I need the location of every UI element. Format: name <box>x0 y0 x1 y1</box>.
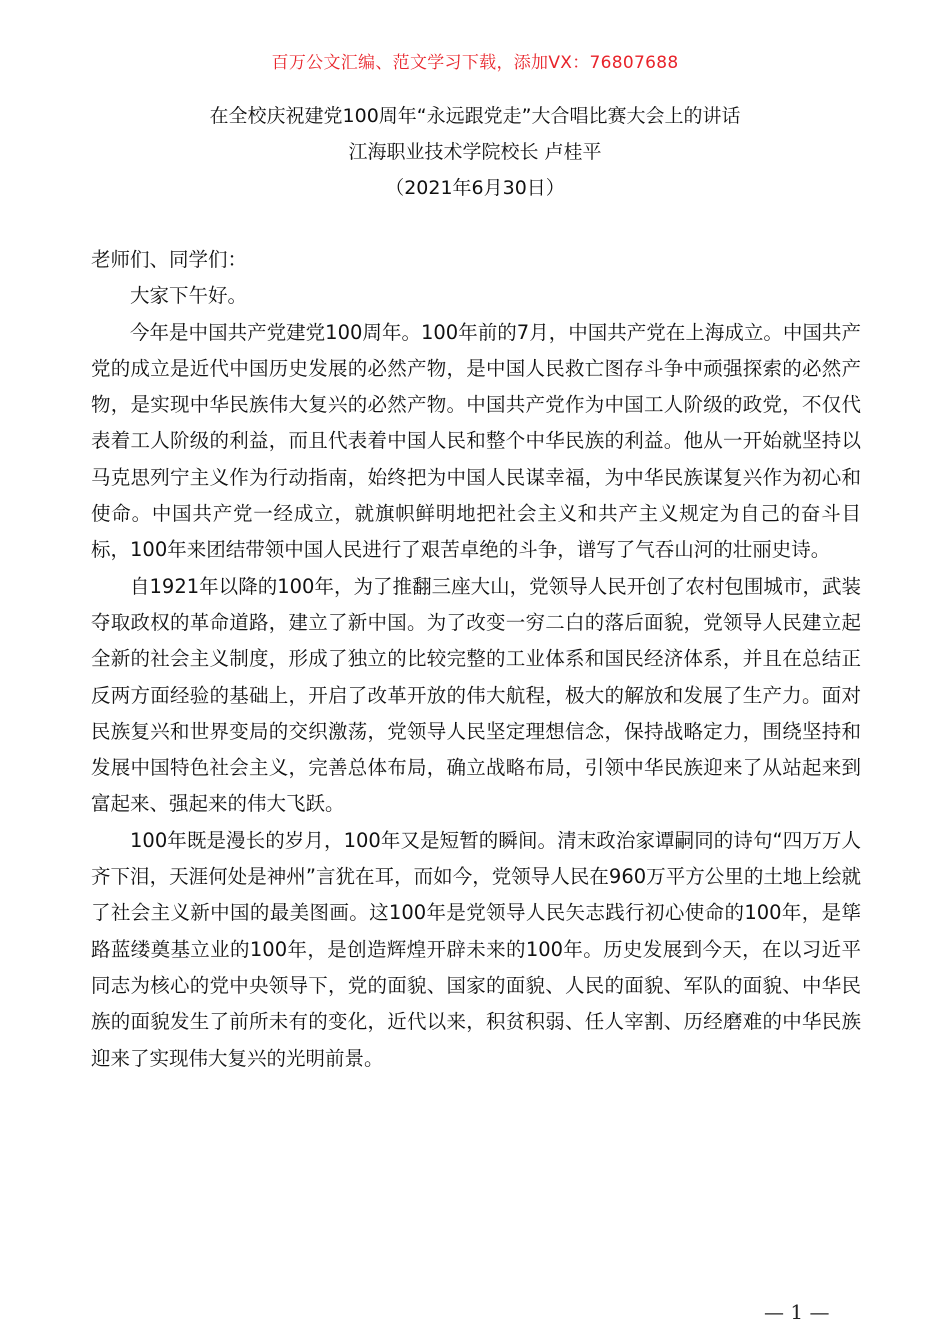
title-block <box>0 98 950 206</box>
document-title: 在全校庆祝建党100周年“永远跟党走”大合唱比赛大会上的讲话 <box>209 105 741 127</box>
paragraph: 今年是中国共产党建党100周年。100年前的7月，中国共产党在上海成立。中国共产党的成立是近代中国历史发展的必然产物，是中国人民救亡图存斗争中顽强探索的必然产物，是实现中华民族伟大复兴的必然产物。中国共产党作为中国工人阶级的政党，不仅代表着工人阶级的利益，而且代表着中国人民和整个中华民族的利益。他从一开始就坚持以马克思列宁主义作为行动指南，始终把为中国人民谋幸福，为中华民族谋复兴作为初心和使命。中国共产党一经成立，就旗帜鲜明地把社会主义和共产主义规定为自己的奋斗目标，100年来团结带领中国人民进行了艰苦卓绝的斗争，谱写了气吞山河的壮丽史诗。 <box>91 320 861 562</box>
paragraph: 100年既是漫长的岁月，100年又是短暂的瞬间。清末政治家谭嗣同的诗句“四万万人齐下泪，天涯何处是神州”言犹在耳，而如今，党领导人民在960万平方公里的土地上绘就了社会主义新中国的最美图画。这100年是党领导人民矢志践行初心使命的100年，是筚路蓝缕奠基立业的100年，是创造辉煌开辟未来的100年。历史发展到今天，在以习近平同志为核心的党中央领导下，党的面貌、国家的面貌、人民的面貌、军队的面貌、中华民族的面貌发生了前所未有的变化，近代以来，积贫积弱、任人宰割、历经磨难的中华民族迎来了实现伟大复兴的光明前景。 <box>91 828 861 1070</box>
paragraph: 自1921年以降的100年，为了推翻三座大山，党领导人民开创了农村包围城市，武装夺取政权的革命道路，建立了新中国。为了改变一穷二白的落后面貌，党领导人民建立起全新的社会主义制度，形成了独立的比较完整的工业体系和国民经济体系，并且在总结正反两方面经验的基础上，开启了改革开放的伟大航程，极大的解放和发展了生产力。面对民族复兴和世界变局的交织激荡，党领导人民坚定理想信念，保持战略定力，围绕坚持和发展中国特色社会主义，完善总体布局，确立战略布局，引领中华民族迎来了从站起来到富起来、强起来的伟大飞跃。 <box>91 574 861 816</box>
header-banner: 百万公文汇编、范文学习下载，添加VX：76807688 <box>271 53 679 73</box>
date-line: （2021年6月30日） <box>385 177 565 199</box>
speaker-line: 江海职业技术学院校长 卢桂平 <box>348 141 602 163</box>
page-number: — 1 — <box>764 1300 830 1324</box>
salutation: 老师们、同学们： <box>91 248 248 271</box>
paragraph-greeting: 大家下午好。 <box>130 284 248 308</box>
speech-body <box>91 242 861 1077</box>
